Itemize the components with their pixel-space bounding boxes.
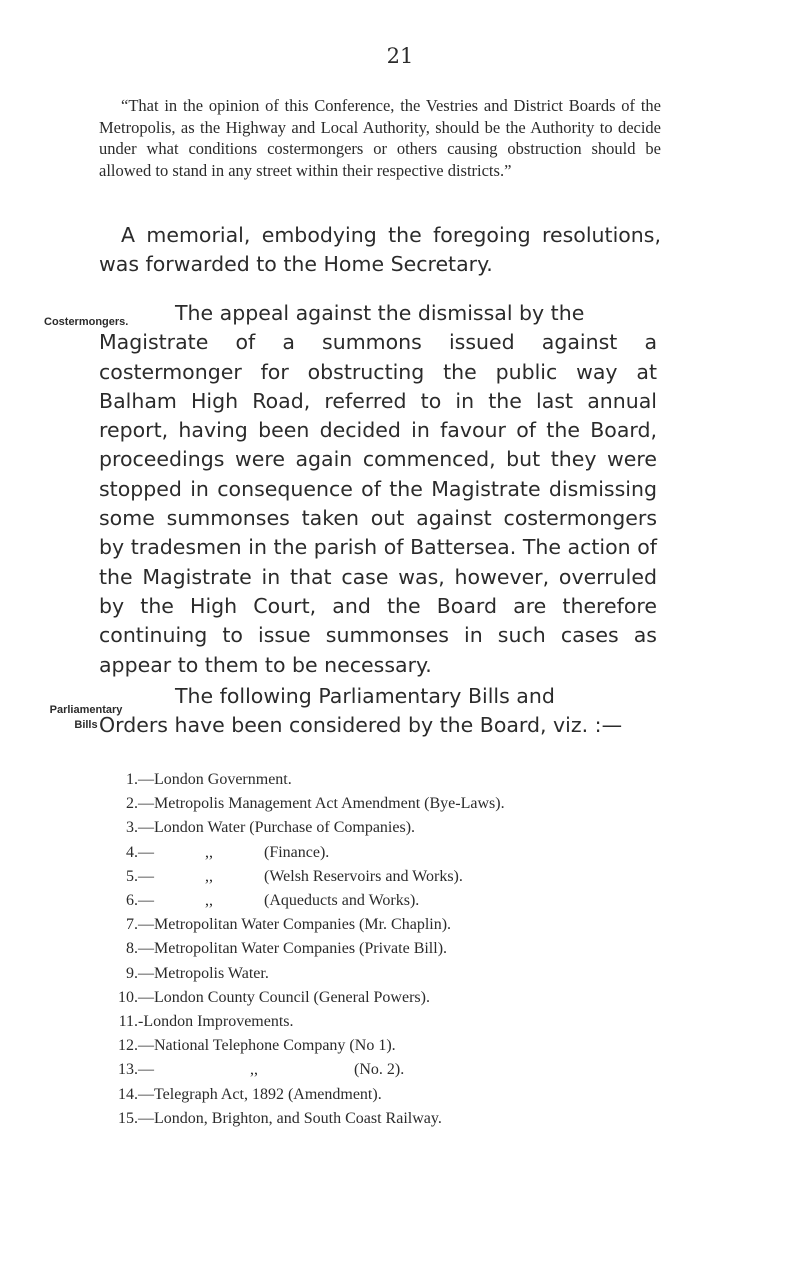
sidenote-bills-line2: Bills	[74, 719, 98, 731]
bill-separator: —	[138, 771, 154, 788]
bill-separator: —	[138, 843, 154, 861]
bill-separator: —	[138, 892, 154, 910]
bill-number: 14.	[118, 1085, 138, 1103]
ditto-mark: ,,	[205, 892, 213, 910]
bill-separator: —	[138, 795, 154, 813]
bill-list-item	[116, 937, 676, 961]
bill-number: 6.	[126, 892, 138, 910]
costermongers-lead-line: The appeal against the dismissal by the	[175, 301, 585, 325]
page-number: 21	[386, 44, 414, 68]
bill-number: 5.	[126, 867, 138, 885]
bill-number: 11.	[118, 1013, 138, 1031]
bill-title: London Improvements.	[143, 1013, 294, 1031]
bills-body: Orders have been considered by the Board, viz. :—	[99, 713, 623, 738]
bill-separator: —	[138, 964, 154, 982]
memorial-paragraph: A memorial, embodying the foregoing resolutions, was forwarded to the Home Secretary.	[99, 223, 661, 276]
bill-list-item	[116, 768, 676, 792]
bill-list-item	[116, 986, 676, 1010]
bill-title: London Government.	[154, 771, 292, 788]
bill-list-item	[116, 865, 676, 889]
bill-list-item	[116, 1010, 676, 1034]
bill-separator: —	[138, 1037, 154, 1055]
bill-title: (Welsh Reservoirs and Works).	[264, 867, 463, 885]
bill-list-item	[116, 889, 676, 913]
conference-resolution-quote: “That in the opinion of this Conference, the Vestries and District Boards of the Metropolis, as the Highway and Local Authority, should be the Authority to decide under what conditions costermongers or others causing obstruction should be allowed to stand in any street within their respective districts.”	[99, 96, 661, 180]
bill-separator: —	[138, 916, 154, 934]
bill-number: 9.	[126, 964, 138, 982]
bill-list-item	[116, 913, 676, 937]
bill-number: 15.	[118, 1109, 138, 1127]
bill-number: 8.	[126, 940, 138, 958]
bill-list-item	[116, 1107, 676, 1131]
bill-list-item	[116, 1058, 676, 1082]
bill-title: (No. 2).	[354, 1061, 405, 1079]
bill-title: London Water (Purchase of Companies).	[154, 819, 416, 837]
bill-list-item	[116, 841, 676, 865]
bill-title: London County Council (General Powers).	[154, 988, 430, 1006]
bill-list-item	[116, 1083, 676, 1107]
bill-number: 1.	[126, 771, 138, 788]
bill-list-item	[116, 792, 676, 816]
bill-separator: —	[138, 1085, 154, 1103]
bill-separator: —	[138, 1061, 154, 1079]
bill-title: London, Brighton, and South Coast Railway.	[154, 1109, 442, 1127]
bill-title: Metropolis Water.	[154, 964, 269, 982]
bill-title: Metropolitan Water Companies (Mr. Chaplin).	[154, 916, 452, 934]
costermongers-paragraph	[99, 299, 657, 680]
bill-number: 12.	[118, 1037, 138, 1055]
bill-number: 3.	[126, 819, 138, 837]
bill-separator: —	[138, 1109, 154, 1127]
bill-list-item	[116, 1034, 676, 1058]
bill-title: (Aqueducts and Works).	[264, 892, 420, 910]
ditto-mark: ,,	[250, 1061, 258, 1079]
bill-list-item	[116, 962, 676, 986]
bill-number: 7.	[126, 916, 138, 934]
costermongers-body: Magistrate of a summons issued against a costermonger for obstructing the public way at Balham High Road, referred to in the last annual report, having been decided in favour of the Board, proceedings were again commenced, but they were stopped in consequence of the Magistrate dismissing some summonses taken out against costermongers by tradesmen in the parish of Battersea. The action of the Magistrate in that case was, however, overruled by the High Court, and the Board are therefore continuing to issue summonses in such cases as appear to them to be necessary.	[99, 330, 657, 677]
ditto-mark: ,,	[205, 867, 213, 885]
bill-title: National Telephone Company (No 1).	[154, 1037, 396, 1055]
bill-number: 4.	[126, 843, 138, 861]
bills-lead-line: The following Parliamentary Bills and	[175, 684, 555, 708]
bill-number: 10.	[118, 988, 138, 1006]
bill-list-item	[116, 816, 676, 840]
bill-title: Metropolitan Water Companies (Private Bill).	[154, 940, 448, 958]
sidenote-costermongers: Costermongers.	[44, 316, 129, 328]
bill-separator: —	[138, 988, 154, 1006]
bill-separator: —	[138, 940, 154, 958]
ditto-mark: ,,	[205, 843, 213, 861]
bills-paragraph	[99, 682, 657, 741]
bill-title: Metropolis Management Act Amendment (Bye-Laws).	[154, 795, 505, 813]
bills-list	[116, 768, 676, 1131]
bill-title: Telegraph Act, 1892 (Amendment).	[154, 1085, 382, 1103]
bill-separator: —	[138, 867, 154, 885]
bill-separator: —	[138, 819, 154, 837]
bill-number: 2.	[126, 795, 138, 813]
bill-number: 13.	[118, 1061, 138, 1079]
sidenote-bills-line1: Parliamentary	[49, 704, 123, 716]
bill-title: (Finance).	[264, 843, 330, 861]
bill-separator: -	[138, 1013, 144, 1031]
